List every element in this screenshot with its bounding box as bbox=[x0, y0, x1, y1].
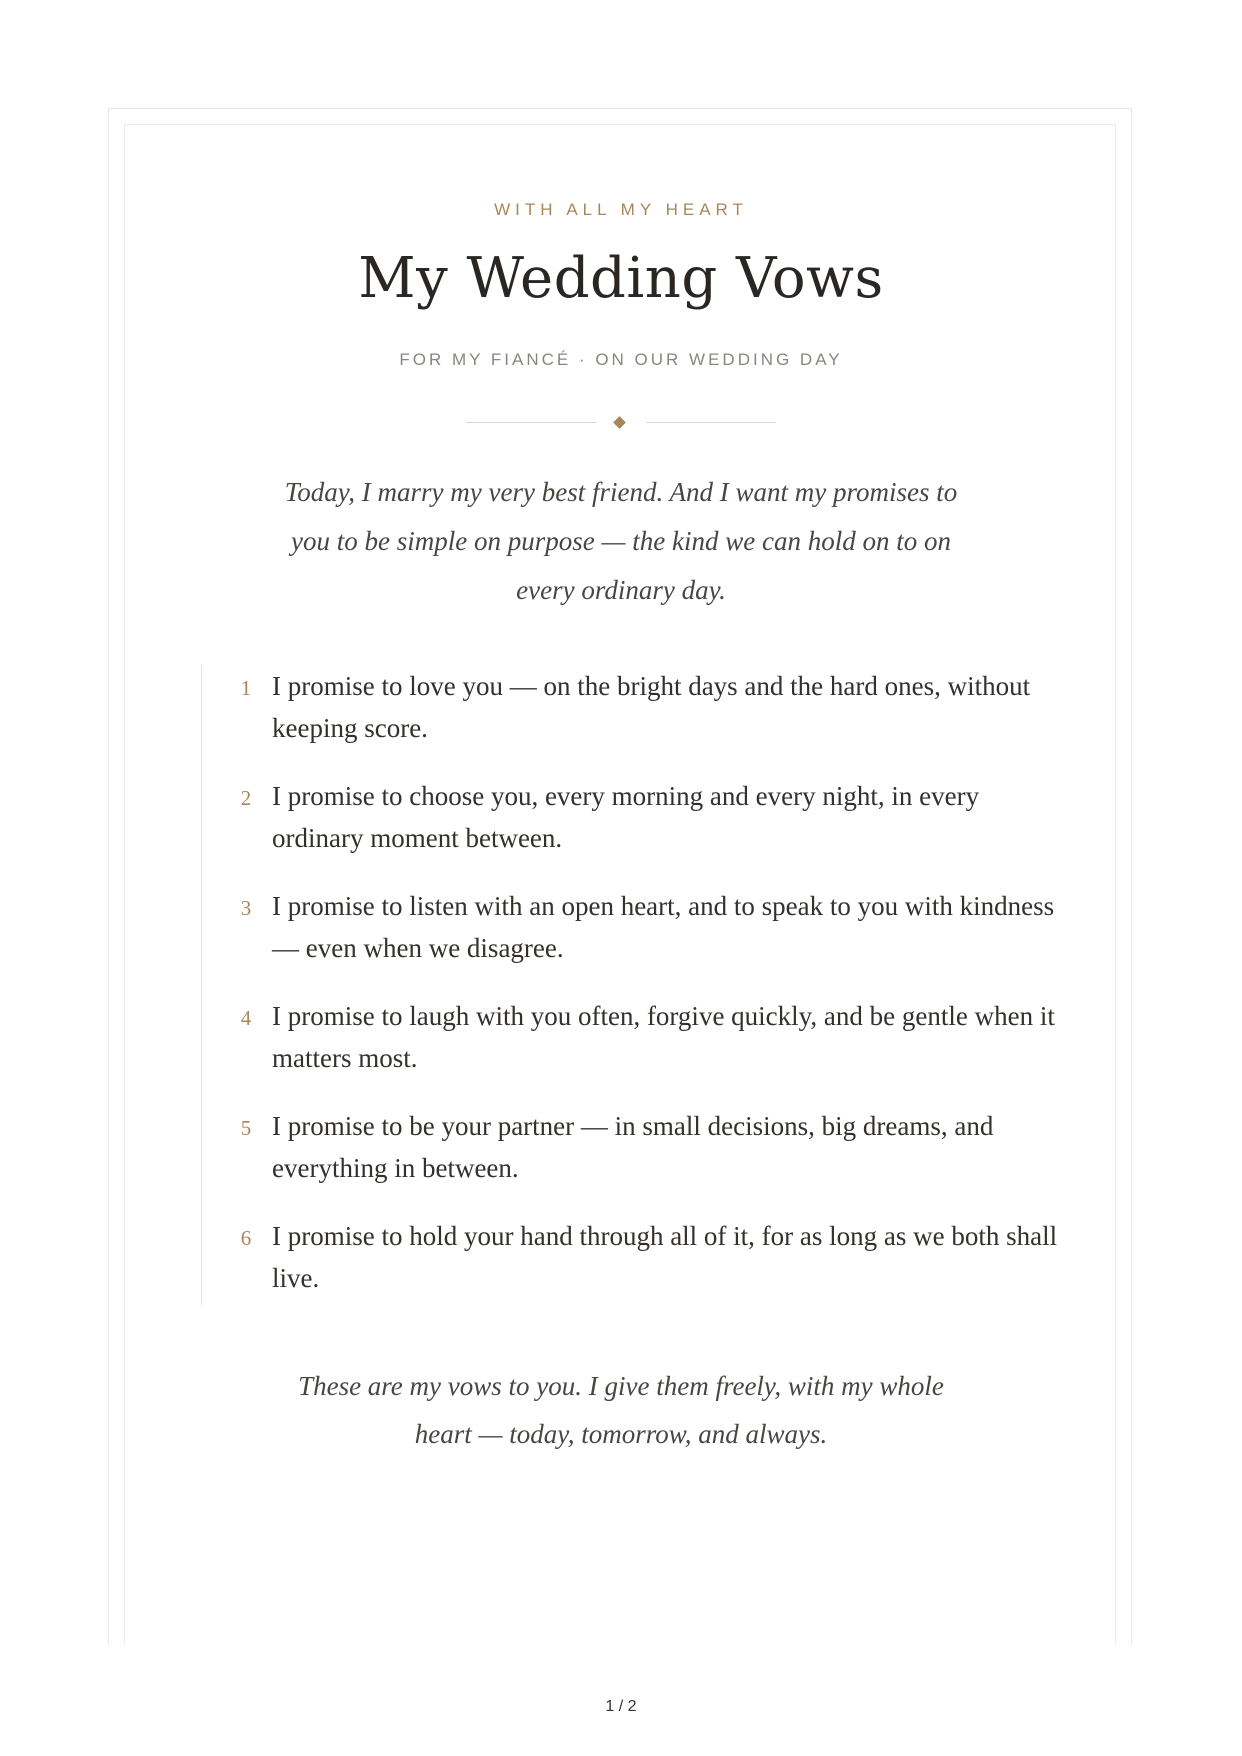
vow-number: 1 bbox=[240, 676, 252, 700]
vow-number: 5 bbox=[240, 1116, 252, 1140]
divider-line-right bbox=[646, 422, 776, 423]
vow-item bbox=[240, 885, 1072, 969]
vow-text: I promise to laugh with you often, forgive quickly, and be gentle when it matters most. bbox=[272, 1001, 1055, 1073]
vow-number: 6 bbox=[240, 1226, 252, 1250]
vow-number: 2 bbox=[240, 786, 252, 810]
vows-list bbox=[201, 665, 1082, 1305]
eyebrow-text: WITH ALL MY HEART bbox=[494, 200, 748, 219]
ornament-divider bbox=[0, 416, 1242, 430]
vow-item bbox=[240, 1105, 1072, 1189]
vow-item bbox=[240, 1215, 1072, 1299]
vow-item bbox=[240, 995, 1072, 1079]
vow-text: I promise to choose you, every morning and every night, in every ordinary moment between. bbox=[272, 781, 980, 853]
page-number: 1 / 2 bbox=[605, 1698, 637, 1715]
intro-paragraph: Today, I marry my very best friend. And I want my promises to you to be simple on purpose — the kind we can hold on to on every ordinary day. bbox=[284, 477, 958, 605]
vow-item bbox=[240, 665, 1072, 749]
diamond-icon bbox=[613, 416, 626, 429]
divider-line-left bbox=[466, 422, 596, 423]
vow-text: I promise to be your partner — in small decisions, big dreams, and everything in between. bbox=[272, 1111, 994, 1183]
vow-text: I promise to hold your hand through all of it, for as long as we both shall live. bbox=[272, 1221, 1058, 1293]
vow-number: 3 bbox=[240, 896, 252, 920]
vow-text: I promise to listen with an open heart, and to speak to you with kindness — even when we disagree. bbox=[272, 891, 1055, 963]
vow-item bbox=[240, 775, 1072, 859]
page-subtitle: FOR MY FIANCÉ · ON OUR WEDDING DAY bbox=[399, 350, 843, 369]
vow-text: I promise to love you — on the bright days and the hard ones, without keeping score. bbox=[272, 671, 1031, 743]
page-title: My Wedding Vows bbox=[358, 246, 884, 311]
vow-number: 4 bbox=[240, 1006, 252, 1030]
closing-paragraph: These are my vows to you. I give them freely, with my whole heart — today, tomorrow, and always. bbox=[298, 1371, 944, 1449]
